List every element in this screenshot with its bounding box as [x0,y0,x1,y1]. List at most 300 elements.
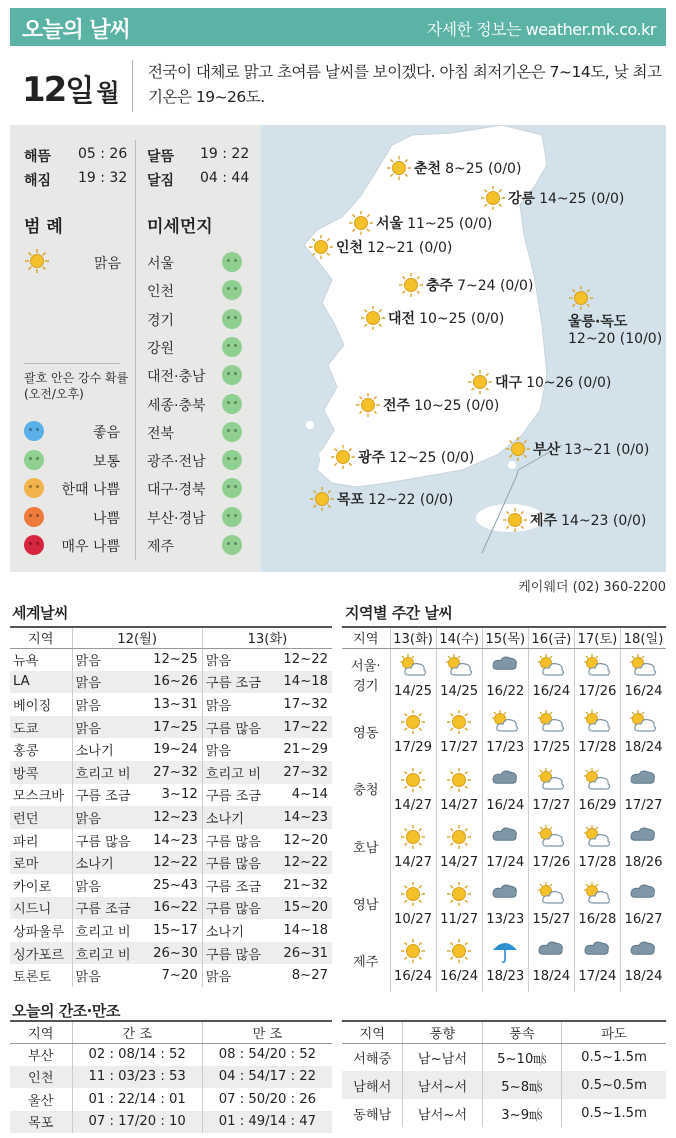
umbrella-icon [491,938,519,964]
legend-note: 괄호 안은 강수 확률 (오전/오후) [24,371,129,401]
legend-level-label: 좋음 [92,425,120,441]
world-temp-day1: 12~22 [143,851,202,874]
cloud-icon [628,767,658,789]
sun-icon [398,272,424,298]
date-day: 12 [22,70,66,110]
map-city-name: 충주 [426,278,454,294]
dust-region-label: 광주·전남 [147,454,206,471]
partly-cloudy-icon [582,881,612,905]
sun-icon [24,248,50,274]
world-cond-day2: 맑음 [202,648,273,671]
regional-temp: 11/27 [440,912,479,928]
regional-day-cell [390,934,436,991]
regional-day-cell [528,820,574,877]
map-land-island [333,471,341,479]
world-temp-day2: 14~23 [273,806,332,829]
table-row [10,671,332,694]
cloud-icon [628,881,658,903]
world-cond-day1: 소나기 [72,851,143,874]
map-city [502,507,646,533]
tide-time: 08 : 54/20 : 52 [202,1043,332,1066]
moonset-label: 달짐 [147,173,175,189]
sea-cell: 동해남 [353,1107,392,1123]
map-land-island [508,461,516,469]
regional-day-cell [620,763,666,820]
table-row [342,648,666,705]
partly-cloudy-icon [582,824,612,848]
sea-cell: 남서~서 [403,1071,482,1099]
tide-time: 01 : 49/14 : 47 [202,1111,332,1134]
map-city [330,444,474,470]
sea-cell: 남서~서 [403,1099,482,1127]
sea-cell: 5~10㎧ [482,1043,561,1071]
map-city-temp: 12~25 (0/0) [389,450,475,466]
cloud-icon [536,938,566,960]
world-cond-day2: 구름 많음 [202,942,273,965]
regional-header: 17(토) [574,627,620,648]
world-city: 싱가포르 [10,942,72,965]
regional-name: 영남 [353,897,379,913]
moonset-time: 04 : 44 [200,170,250,186]
legend-note-divider [24,363,120,364]
world-cond-day2: 구름 많음 [202,851,273,874]
world-cond-day1: 구름 조금 [72,897,143,920]
sunrise-label: 해뜸 [24,149,52,165]
world-temp-day2: 21~29 [283,742,328,758]
partly-cloudy-icon [628,709,658,733]
map-city-temp: 14~25 (0/0) [539,191,625,207]
table-row [342,1099,666,1127]
table-row [342,877,666,934]
cloud-icon [628,938,658,960]
regional-temp: 17/27 [532,797,571,813]
world-weather-table [10,626,332,987]
map-city-name: 대전 [388,311,416,327]
regional-temp: 14/25 [440,683,479,699]
partly-cloudy-icon [582,653,612,677]
regional-temp: 18/24 [624,969,663,985]
cloud-icon [490,881,520,903]
regional-header: 13(화) [390,627,436,648]
table-row [10,919,332,942]
legend-level-label: 한때 나쁨 [61,482,120,498]
map-city-temp: 12~22 (0/0) [368,492,454,508]
regional-temp: 17/28 [578,854,617,870]
map-city [355,392,499,418]
map-city-name: 대구 [495,375,523,391]
world-city: 뉴욕 [13,654,39,670]
regional-header: 지역 [342,627,390,648]
map-city-temp: 10~26 (0/0) [526,375,612,391]
regional-temp: 13/23 [486,912,525,928]
sea-cell: 남해서 [342,1071,403,1099]
regional-day-cell [436,705,482,762]
regional-day-cell [620,877,666,934]
legend-sunny-label: 맑음 [94,256,122,272]
map-city-name: 광주 [358,450,386,466]
header-bar [10,8,666,46]
world-temp-day2: 4~14 [291,787,328,803]
header-title: 오늘의 날씨 [22,18,130,43]
world-cond-day1: 맑음 [72,648,143,671]
map-city-name: 목포 [337,492,365,508]
legend-divider [135,140,136,560]
dust-region-label: 제주 [147,539,175,555]
tide-table [10,1020,332,1133]
cloud-icon [582,938,612,960]
partly-cloudy-icon [444,653,474,677]
tide-header: 지역 [10,1021,72,1043]
regional-name: 충청 [353,783,379,799]
world-cond-day1: 흐리고 비 [72,761,143,784]
dust-region-label: 부산·경남 [147,510,206,527]
map-city-name: 부산 [533,442,561,458]
map-city-name: 전주 [383,398,411,414]
map-city-temp: 7~24 (0/0) [457,278,534,294]
world-city: 카이로 [13,879,52,895]
regional-day-cell [390,648,436,705]
regional-day-cell [620,648,666,705]
world-weather-title: 세계날씨 [12,604,68,622]
world-cond-day2: 소나기 [202,806,273,829]
tide-header: 만 조 [202,1021,332,1043]
world-city: 홍콩 [13,744,39,760]
legend-face-icon [24,535,44,555]
dust-region-label: 대전·충남 [147,369,206,386]
sun-icon [446,824,472,850]
partly-cloudy-icon [582,709,612,733]
table-row [342,934,666,991]
world-city: 도쿄 [10,716,72,739]
world-city: 토론토 [13,970,52,986]
date-weekday: 월 [96,79,118,107]
table-row [10,738,332,761]
regional-weather-title: 지역별 주간 날씨 [345,604,453,622]
sun-icon [309,486,335,512]
sun-icon [480,185,506,211]
regional-day-cell [482,934,528,991]
world-temp-day2: 17~22 [273,716,332,739]
regional-day-cell [390,820,436,877]
world-temp-day2: 27~32 [273,761,332,784]
legend-face-icon [24,421,44,441]
cloud-icon [628,824,658,846]
table-row [342,705,666,762]
dust-region-label: 세종·충북 [147,397,206,414]
tide-time: 07 : 17/20 : 10 [72,1111,202,1134]
legend-title: 범 례 [24,217,63,237]
map-city [386,155,521,181]
world-temp-day1: 14~23 [153,832,198,848]
regional-day-cell [436,877,482,934]
regional-temp: 16/24 [624,683,663,699]
map-land-island [319,450,329,460]
regional-temp: 16/24 [440,969,479,985]
table-row [10,1088,332,1111]
sea-cell: 0.5~0.5m [562,1071,666,1099]
regional-day-cell [436,763,482,820]
world-cond-day1: 흐리고 비 [72,919,143,942]
regional-temp: 14/27 [440,854,479,870]
world-header-day1: 12(월) [72,627,202,648]
world-city: 방콕 [10,761,72,784]
date-divider [132,60,133,112]
regional-temp: 17/27 [624,797,663,813]
sun-icon [386,155,412,181]
partly-cloudy-icon [582,767,612,791]
sea-cell: 5~8㎧ [482,1071,561,1099]
world-temp-day2: 26~31 [273,942,332,965]
world-cond-day1: 흐리고 비 [72,942,143,965]
map-city [308,234,452,260]
table-row [10,1066,332,1089]
date-display [22,66,118,110]
map-city-temp: 14~23 (0/0) [561,513,647,529]
sea-cell: 남~남서 [403,1043,482,1071]
table-row [10,1111,332,1134]
legend-level-label: 매우 나쁨 [61,539,120,555]
world-cond-day1: 구름 조금 [72,784,143,807]
dust-region-label: 경기 [147,312,175,329]
map-city [505,436,649,462]
map-city-temp: 13~21 (0/0) [564,442,650,458]
table-row [342,763,666,820]
regional-header: 14(수) [436,627,482,648]
table-row [10,897,332,920]
world-city: 런던 [10,806,72,829]
sea-cell: 서해중 [353,1051,392,1067]
world-temp-day1: 25~43 [153,877,198,893]
table-row [10,716,332,739]
world-cond-day1: 소나기 [72,738,143,761]
world-cond-day2: 구름 많음 [202,829,273,852]
regional-temp: 16/22 [486,683,525,699]
regional-day-cell [574,934,620,991]
regional-temp: 16/27 [624,912,663,928]
regional-temp: 17/26 [578,683,617,699]
data-source: 케이웨더 (02) 360-2200 [518,580,666,595]
sun-icon [502,507,528,533]
world-temp-day1: 26~30 [143,942,202,965]
world-temp-day2: 14~18 [273,671,332,694]
world-temp-day2: 21~32 [283,877,328,893]
map-city [348,210,492,236]
regional-temp: 17/25 [532,740,571,756]
regional-temp: 16/24 [532,683,571,699]
table-row [10,874,332,897]
world-temp-day1: 16~22 [143,897,202,920]
regional-day-cell [574,648,620,705]
regional-temp: 18/26 [624,854,663,870]
sun-icon [400,881,426,907]
world-cond-day2: 맑음 [202,693,273,716]
sun-icon [348,210,374,236]
map-land-island [306,421,314,429]
sunrise-time: 05 : 26 [78,146,128,162]
regional-header: 16(금) [528,627,574,648]
tide-region: 목포 [10,1111,72,1134]
table-row [10,1043,332,1066]
dust-title: 미세먼지 [147,217,213,237]
legend-face-icon [24,507,44,527]
dust-region-label: 강원 [147,340,175,357]
table-row [10,784,332,807]
map-city [309,486,453,512]
dust-face-icon [222,252,242,272]
world-temp-day1: 12~25 [153,652,198,668]
regional-name: 제주 [353,955,379,971]
world-cond-day1: 구름 많음 [72,829,143,852]
map-city-temp: 8~25 (0/0) [445,161,522,177]
regional-day-cell [390,763,436,820]
sun-icon [505,436,531,462]
regional-header: 15(목) [482,627,528,648]
dust-region-label: 인천 [147,284,175,301]
regional-temp: 16/29 [578,797,617,813]
world-temp-day2: 14~18 [283,922,328,938]
regional-day-cell [574,820,620,877]
regional-day-cell [482,877,528,934]
tide-time: 11 : 03/23 : 53 [72,1066,202,1089]
map-city-temp: 12~20 (10/0) [568,331,663,347]
sun-icon [360,305,386,331]
regional-day-cell [436,648,482,705]
dust-face-icon [222,535,242,555]
regional-day-cell [528,763,574,820]
world-cond-day2: 흐리고 비 [202,761,273,784]
sun-icon [400,767,426,793]
legend-level-label: 보통 [92,453,120,470]
sea-header: 풍향 [403,1021,482,1043]
table-row [10,942,332,965]
world-cond-day1: 맑음 [72,671,143,694]
tide-title: 오늘의 간조·만조 [12,1002,120,1020]
world-header-day2: 13(화) [202,627,332,648]
world-temp-day1: 17~25 [143,716,202,739]
regional-day-cell [574,763,620,820]
regional-day-cell [436,820,482,877]
world-cond-day1: 맑음 [72,716,143,739]
legend-level-label: 나쁨 [92,510,120,527]
table-row [10,851,332,874]
regional-day-cell [482,648,528,705]
regional-temp: 14/27 [440,797,479,813]
regional-temp: 18/23 [486,969,525,985]
regional-day-cell [620,934,666,991]
moonrise-time: 19 : 22 [200,146,250,162]
tide-time: 04 : 54/17 : 22 [202,1066,332,1089]
regional-day-cell [482,705,528,762]
tide-region: 부산 [28,1049,54,1064]
table-row [10,829,332,852]
table-row [342,820,666,877]
cloud-icon [490,653,520,675]
regional-day-cell [620,820,666,877]
world-temp-day1: 19~24 [153,742,198,758]
world-temp-day1: 3~12 [161,787,198,803]
header-site-link[interactable]: 자세한 정보는 weather.mk.co.kr [426,20,656,39]
map-city-name: 울릉·독도 [568,314,628,330]
tide-header: 간 조 [72,1021,202,1043]
regional-name: 서울· 경기 [350,658,381,694]
map-city-name: 제주 [530,513,558,529]
partly-cloudy-icon [536,824,566,848]
world-cond-day2: 구름 조금 [202,671,273,694]
cloud-icon [490,767,520,789]
regional-day-cell [528,705,574,762]
world-temp-day2: 12~20 [283,832,328,848]
regional-temp: 17/26 [532,854,571,870]
regional-temp: 17/24 [486,854,525,870]
map-city [480,185,624,211]
regional-name: 영동 [353,725,379,741]
table-row [10,648,332,671]
world-temp-day1: 7~20 [161,968,198,984]
world-temp-day2: 12~22 [273,851,332,874]
map-city-temp: 10~25 (0/0) [419,311,505,327]
world-city: 모스크바 [13,789,64,805]
partly-cloudy-icon [536,767,566,791]
cloud-icon [490,824,520,846]
map-city-name: 서울 [376,216,404,232]
table-row [342,1043,666,1071]
regional-day-cell [528,934,574,991]
table-row [10,693,332,716]
regional-name: 호남 [353,840,379,856]
regional-day-cell [574,705,620,762]
date-unit: 일 [65,74,93,109]
world-cond-day1: 맑음 [72,874,143,897]
tide-time: 07 : 50/20 : 26 [202,1088,332,1111]
regional-temp: 18/24 [624,740,663,756]
world-cond-day2: 맑음 [202,738,273,761]
sun-icon [568,285,594,311]
regional-temp: 15/27 [532,912,571,928]
regional-day-cell [482,763,528,820]
regional-temp: 17/27 [440,740,479,756]
regional-day-cell [436,934,482,991]
world-temp-day2: 15~20 [273,897,332,920]
sea-cell: 3~9㎧ [482,1099,561,1127]
tide-region: 울산 [28,1093,54,1109]
world-cond-day2: 구름 조금 [202,874,273,897]
world-city: 로마 [10,851,72,874]
dust-face-icon [222,507,242,527]
sun-icon [446,938,472,964]
dust-region-label: 전북 [147,425,175,442]
sun-icon [400,824,426,850]
world-cond-day2: 구름 조금 [202,784,273,807]
dust-face-icon [222,422,242,442]
regional-day-cell [390,877,436,934]
map-city-temp: 10~25 (0/0) [414,398,500,414]
world-temp-day1: 16~26 [143,671,202,694]
regional-temp: 14/25 [394,683,433,699]
world-cond-day1: 맑음 [72,693,143,716]
dust-face-icon [222,337,242,357]
partly-cloudy-icon [398,653,428,677]
table-row [10,761,332,784]
world-cond-day2: 소나기 [202,919,273,942]
map-city-temp: 11~25 (0/0) [407,216,493,232]
world-cond-day1: 맑음 [72,964,143,987]
world-city: 베이징 [13,698,52,714]
regional-temp: 16/28 [578,912,617,928]
map-city-name: 춘천 [414,161,442,177]
table-row [342,1071,666,1099]
sun-icon [446,881,472,907]
sea-cell: 0.5~1.5m [562,1043,666,1071]
